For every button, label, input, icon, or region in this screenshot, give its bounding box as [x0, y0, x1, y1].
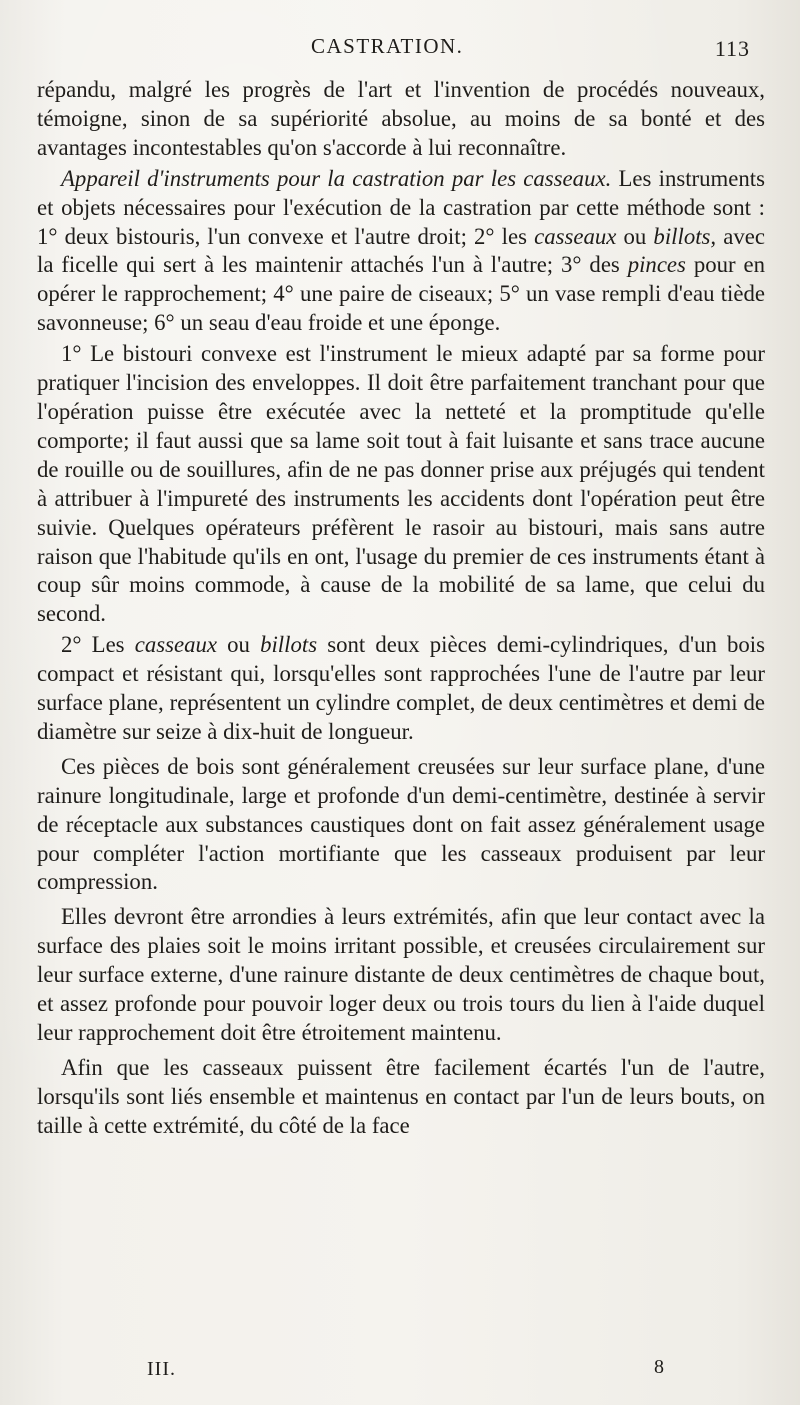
text-run: Ces pièces de bois sont généralement creusées sur leur surface plane, d'une rainure longitudinale, large et profonde d'un demi-centimètre, destinée à servir de réceptacle aux substances caustiques dont on fait assez généralement usage pour compléter l'action mortifiante que les casseaux produisent par leur compression. [37, 753, 765, 895]
text-run: ou [616, 223, 654, 249]
text-run: Afin que les casseaux puissent être facilement écartés l'un de l'autre, lorsqu'ils sont liés ensemble et maintenus en contact par l'un de leurs bouts, on taille à cette extrémité, du côté de la face [37, 1054, 765, 1138]
text-run: 1° Le bistouri convexe est l'instrument le mieux adapté par sa forme pour pratiquer l'incision des enveloppes. Il doit être parfaitement tranchant pour que l'opération puisse être exécutée avec la netteté et la promptitude qu'elle comporte; il faut aussi que sa lame soit tout à fait luisante et sans trace aucune de rouille ou de souillures, afin de ne pas donner prise aux préjugés qui tendent à attribuer à l'impureté des instruments les accidents dont l'opération peut être suivie. Quelques opérateurs préfèrent le rasoir au bistouri, mais sans autre raison que l'habitude qu'ils en ont, l'usage du premier de ces instruments étant à coup sûr moins commode, à cause de la mobilité de sa lame, que celui du second. [37, 341, 765, 627]
running-title: CASTRATION. [311, 34, 464, 58]
text-run: Les instruments et objets nécessaires pour l'exécution de la castration par cette méthode sont : 1° deux bistouris, l'un convexe et l'autre droit; 2° les [37, 165, 766, 249]
signature-sheet: 8 [654, 1356, 664, 1378]
paragraph-bistouri [37, 340, 765, 629]
italic-text-run: billots [260, 632, 318, 658]
italic-text-run: casseaux [134, 632, 217, 658]
text-run: Elles devront être arrondies à leurs extrémités, afin que leur contact avec la surface des plaies soit le moins irritant possible, et creusées circulairement sur leur surface externe, d'une rainure distante de deux centimètres de chaque bout, et assez profonde pour pouvoir loger deux ou trois tours du lien à l'aide duquel leur rapprochement doit être étroitement maintenu. [37, 904, 765, 1045]
signature-volume: III. [147, 1358, 176, 1380]
paragraph-rainure [37, 753, 765, 898]
italic-text-run: billots, [653, 223, 717, 249]
page-footer [0, 1356, 800, 1386]
page-header [0, 30, 800, 60]
paragraph-casseaux [37, 631, 765, 747]
italic-text-run: casseaux [534, 223, 617, 249]
text-run: sont deux pièces demi-cylindriques, d'un bois compact et résistant qui, lorsqu'elles sont rapprochées l'une de l'autre par leur surface plane, représentent un cylindre complet, de deux centimètres et demi de diamètre sur seize à dix-huit de longueur. [37, 632, 765, 744]
body-text [37, 76, 765, 1141]
paragraph-ecartes [37, 1054, 765, 1141]
paragraph-instruments-list [37, 165, 765, 338]
italic-text-run: Appareil d'instruments pour la castration par les casseaux. [61, 165, 612, 191]
text-run: 2° Les [61, 632, 135, 658]
paragraph-extremites [37, 903, 765, 1048]
text-run: répandu, malgré les progrès de l'art et l'invention de procédés nouveaux, témoigne, sinon de sa supériorité absolue, au moins de sa bonté et des avantages incontestables qu'on s'accorde à lui reconnaître. [37, 77, 765, 160]
italic-text-run: pinces [627, 252, 686, 278]
text-run: pour en opérer le rapprochement; 4° une paire de ciseaux; 5° un vase rempli d'eau tiède savonneuse; 6° un seau d'eau froide et une éponge. [37, 252, 766, 336]
paragraph-continued [37, 76, 765, 163]
text-run: ou [217, 632, 261, 658]
page-number: 113 [714, 36, 750, 61]
text-run: avec la ficelle qui sert à les maintenir attachés l'un à l'autre; 3° des [37, 223, 765, 278]
